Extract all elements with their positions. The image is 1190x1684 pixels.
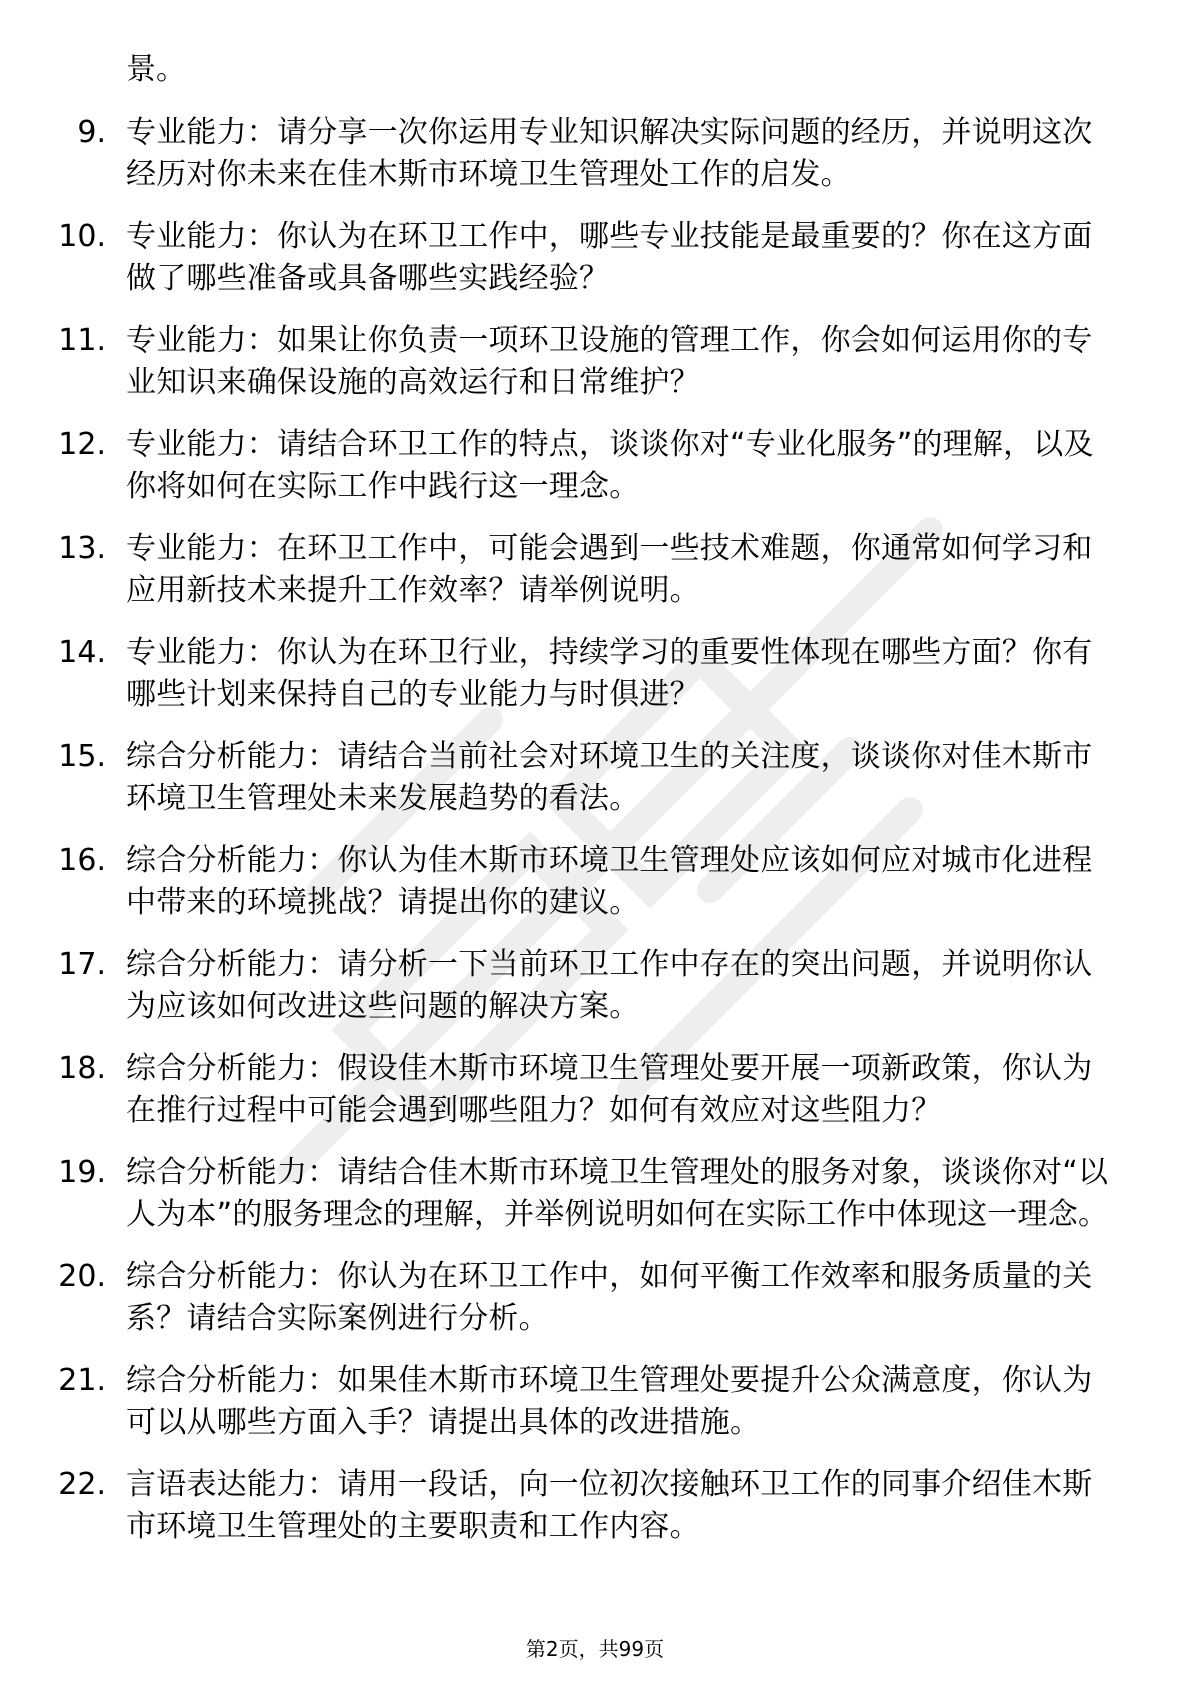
- question-list: [0, 112, 1190, 1568]
- question-number: 9.: [77, 115, 106, 150]
- question-text: 综合分析能力：你认为在环卫工作中，如何平衡工作效率和服务质量的关系？请结合实际案例进行分析。: [126, 1259, 1093, 1336]
- question-text: 综合分析能力：请结合当前社会对环境卫生的关注度，谈谈你对佳木斯市环境卫生管理处未来发展趋势的看法。: [126, 739, 1093, 816]
- question-item: [0, 1152, 1190, 1236]
- question-number: 18.: [58, 1051, 106, 1086]
- question-item: [0, 1360, 1190, 1444]
- question-item: [0, 112, 1190, 196]
- question-text: 综合分析能力：如果佳木斯市环境卫生管理处要提升公众满意度，你认为可以从哪些方面入手？请提出具体的改进措施。: [126, 1363, 1093, 1440]
- question-number: 20.: [58, 1259, 106, 1294]
- question-item: [0, 424, 1190, 508]
- question-item: [0, 944, 1190, 1028]
- question-text: 专业能力：你认为在环卫工作中，哪些专业技能是最重要的？你在这方面做了哪些准备或具备哪些实践经验？: [126, 219, 1093, 296]
- question-item: [0, 1256, 1190, 1340]
- question-text: 专业能力：在环卫工作中，可能会遇到一些技术难题，你通常如何学习和应用新技术来提升工作效率？请举例说明。: [126, 531, 1093, 608]
- question-number: 17.: [58, 947, 106, 982]
- question-number: 13.: [58, 531, 106, 566]
- question-item: [0, 1464, 1190, 1548]
- question-number: 22.: [58, 1467, 106, 1502]
- question-number: 14.: [58, 635, 106, 670]
- question-text: 综合分析能力：假设佳木斯市环境卫生管理处要开展一项新政策，你认为在推行过程中可能会遇到哪些阻力？如何有效应对这些阻力？: [126, 1051, 1093, 1128]
- question-text: 专业能力：如果让你负责一项环卫设施的管理工作，你会如何运用你的专业知识来确保设施的高效运行和日常维护？: [126, 323, 1093, 400]
- question-number: 19.: [58, 1155, 106, 1190]
- question-item: [0, 840, 1190, 924]
- question-text: 专业能力：请分享一次你运用专业知识解决实际问题的经历，并说明这次经历对你未来在佳木斯市环境卫生管理处工作的启发。: [126, 115, 1093, 192]
- question-number: 12.: [58, 427, 106, 462]
- question-number: 15.: [58, 739, 106, 774]
- question-number: 10.: [58, 219, 106, 254]
- question-number: 21.: [58, 1363, 106, 1398]
- page-footer: 第2页，共99页: [525, 1637, 665, 1661]
- question-text: 综合分析能力：你认为佳木斯市环境卫生管理处应该如何应对城市化进程中带来的环境挑战？请提出你的建议。: [126, 843, 1093, 920]
- question-text: 专业能力：请结合环卫工作的特点，谈谈你对“专业化服务”的理解，以及你将如何在实际工作中践行这一理念。: [126, 427, 1094, 504]
- question-number: 11.: [58, 323, 106, 358]
- question-item: [0, 216, 1190, 300]
- question-item: [0, 736, 1190, 820]
- question-text: 专业能力：你认为在环卫行业，持续学习的重要性体现在哪些方面？你有哪些计划来保持自己的专业能力与时俱进？: [126, 635, 1093, 712]
- question-item: [0, 528, 1190, 612]
- question-item: [0, 1048, 1190, 1132]
- question-text: 综合分析能力：请结合佳木斯市环境卫生管理处的服务对象，谈谈你对“以人为本”的服务理念的理解，并举例说明如何在实际工作中体现这一理念。: [126, 1155, 1109, 1232]
- question-text: 综合分析能力：请分析一下当前环卫工作中存在的突出问题，并说明你认为应该如何改进这些问题的解决方案。: [126, 947, 1093, 1024]
- question-text: 言语表达能力：请用一段话，向一位初次接触环卫工作的同事介绍佳木斯市环境卫生管理处的主要职责和工作内容。: [126, 1467, 1093, 1544]
- question-item: [0, 320, 1190, 404]
- question-item: [0, 632, 1190, 716]
- continuation-text: 景。: [126, 52, 186, 87]
- question-number: 16.: [58, 843, 106, 878]
